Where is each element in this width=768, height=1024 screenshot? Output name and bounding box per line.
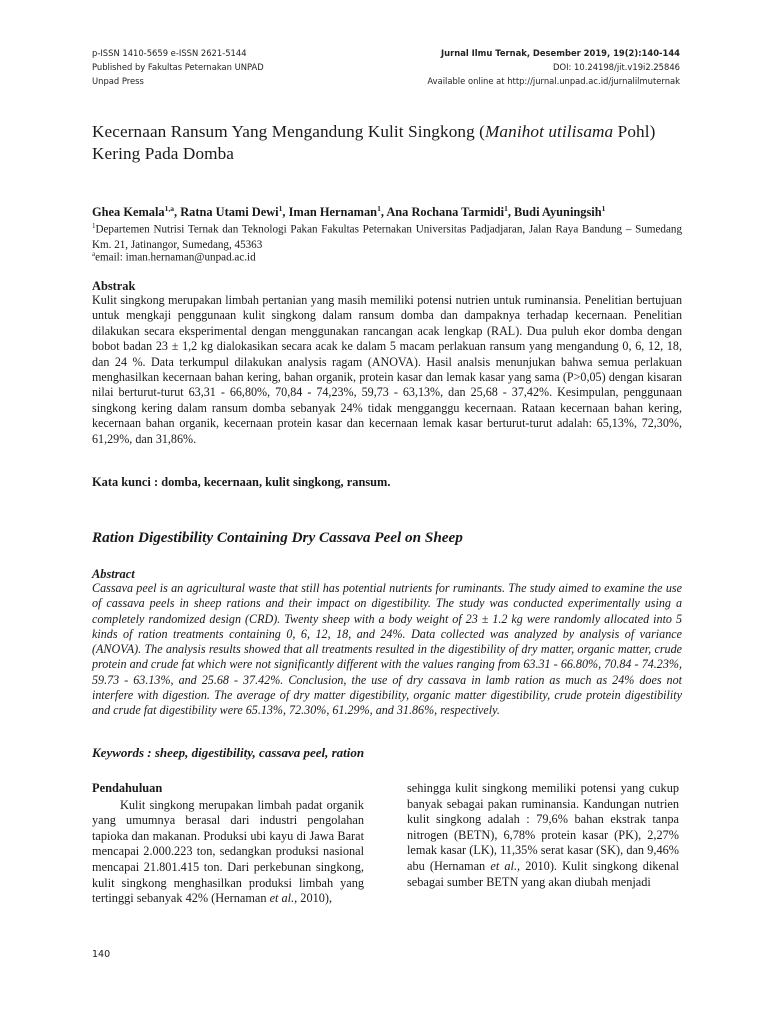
author-name: Ratna Utami Dewi [180,205,279,220]
page-number: 140 [92,949,111,960]
author-affiliation-mark: 1 [278,204,283,213]
title-species-italic: Manihot utilisama [485,122,614,141]
email-text[interactable]: email: iman.hernaman@unpad.ac.id [95,251,256,264]
body-text: 2010). Kulit singkong dikenal sebagai sumber BETN yang akan diubah menjadi [407,858,679,889]
author-list [92,204,692,220]
issn-line: p-ISSN 1410-5659 e-ISSN 2621-5144 [92,48,247,58]
corresponding-email [92,250,256,264]
author-name: Ghea Kemala [92,205,165,220]
body-text: 2010), [297,891,333,906]
author-affiliation-mark: 1,a [164,204,174,213]
affiliation-text: Departemen Nutrisi Ternak dan Teknologi Pakan Fakultas Peternakan Universitas Padjadjaran, Jalan Raya Bandung – Sumedang Km. 21, Jatinangor, Sumedang, 45363 [92,223,682,251]
article-title [92,121,682,165]
body-text: sehingga kulit singkong memiliki potensi yang cukup banyak sebagai pakan ruminansia. Kandungan nutrien kulit singkong adalah : 79,6% bahan ekstrak tanpa nitrogen (BETN), 6,78% protein kasar (PK), 2,27% lemak kasar (LK), 11,35% serat kasar (SK), dan 9,46% abu (Hernaman [407,781,679,873]
english-keywords: Keywords : sheep, digestibility, cassava peel, ration [92,745,365,760]
english-title: Ration Digestibility Containing Dry Cassava Peel on Sheep [92,529,463,546]
press-line: Unpad Press [92,76,144,86]
doi-line: DOI: 10.24198/jit.v19i2.25846 [553,62,680,72]
abstract-heading: Abstract [92,567,135,581]
author-name: Budi Ayuningsih [514,205,602,220]
author-name: Iman Hernaman [288,205,378,220]
title-part2: Pohl) Kering Pada Domba [92,122,656,163]
author-name: Ana Rochana Tarmidi [386,205,505,220]
author-separator: , [282,205,289,220]
body-column-left [92,781,364,907]
journal-header-left [92,46,264,88]
body-column-right [407,781,679,890]
author-affiliation-mark: 1 [377,204,381,213]
body-paragraph [407,781,679,890]
email-mark: a [92,250,96,258]
author-affiliation-mark: 1 [601,204,606,213]
author-affiliation-mark: 1 [504,204,508,213]
citation-etal: et al., [490,858,521,873]
author-separator: , [174,205,181,220]
title-part1: Kecernaan Ransum Yang Mengandung Kulit Singkong ( [92,122,486,141]
journal-citation: Jurnal Ilmu Ternak, Desember 2019, 19(2):140-144 [441,48,680,58]
available-online-link[interactable]: Available online at http://jurnal.unpad.ac.id/jurnalilmuternak [427,76,680,86]
citation-etal: et al., [269,891,298,906]
affiliation [92,219,682,253]
body-paragraph [92,798,364,907]
abstrak-body: Kulit singkong merupakan limbah pertanian yang masih memiliki potensi nutrien untuk ruminansia. Penelitian bertujuan untuk mengkaji penggunaan kulit singkong dalam ransum domba dan dampaknya terhadap kecernaan. Penelitian dilakukan secara eksperimental dengan menggunakan rancangan acak lengkap (RAL). Dua puluh ekor domba dengan bobot badan 23 ± 1,2 kg dialokasikan secara acak ke dalam 5 macam perlakuan ransum yang mengandung 0, 6, 12, 18, dan 24 %. Data terkumpul dilakukan analysis ragam (ANOVA). Hasil analsis menunjukan bahwa semua perlakuan menghasilkan kecernaan bahan kering, bahan organik, protein kasar dan lemak kasar yang sama (P>0,05) dengan kisaran nilai berturut-turut 63,31 - 66,80%, 70,84 - 74,23%, 59,73 - 63,13%, dan 25,68 - 37,42%. Kesimpulan, penggunaan singkong kering dalam ransum domba sebanyak 24% tidak mengganggu kecernaan. Rataan kecernaan bahan kering, kecernaan bahan organik, kecernaan protein kasar dan kecernaan lemak kasar berturut-turut adalah: 65,13%, 72,30%, 61,29%, dan 31,86%. [92,293,682,446]
journal-header-right [427,46,680,88]
author-separator: , [507,205,515,220]
pendahuluan-heading: Pendahuluan [92,781,163,795]
publisher-line: Published by Fakultas Peternakan UNPAD [92,62,264,72]
body-text: Kulit singkong merupakan limbah padat organik yang umumnya berasal dari industri pengolahan tapioka dan makanan. Produksi ubi kayu di Jawa Barat mencapai 2.000.223 ton, sedangkan produksi nasional mencapai 21.801.415 ton. Dari perkebunan singkong, kulit singkong menghasilkan produksi limbah yang tertinggi sebanyak 42% (Hernaman [92,797,364,906]
abstract-body: Cassava peel is an agricultural waste that still has potential nutrients for ruminants. The study aimed to examine the use of cassava peels in sheep rations and their impact on digestibility. The study was conducted experimentally using a completely randomized design (CRD). Twenty sheep with a body weight of 23 ± 1.2 kg were randomly allocated into 5 kinds of ration treatments containing 0, 6, 12, 18, and 24%. Data collected was analyzed by analysis of variance (ANOVA). The analysis results showed that all treatments resulted in the digestibility of dry matter, organic matter, crude protein and crude fat which were not significantly different with the values ranging from 63.31 - 66.80%, 70.84 - 74.23%, 59.73 - 63.13%, and 25.68 - 37.42%. Conclusion, the use of dry cassava in lamb ration as much as 24% does not interfere with digestion. The average of dry matter digestibility, organic matter digestibility, crude protein digestibility and crude fat digestibility were 65.13%, 72.30%, 61.29%, and 31.86%, respectively. [92,581,682,718]
affiliation-mark: 1 [92,222,96,230]
abstrak-heading: Abstrak [92,279,136,293]
kata-kunci: Kata kunci : domba, kecernaan, kulit singkong, ransum. [92,475,391,489]
author-separator: , [380,205,387,220]
